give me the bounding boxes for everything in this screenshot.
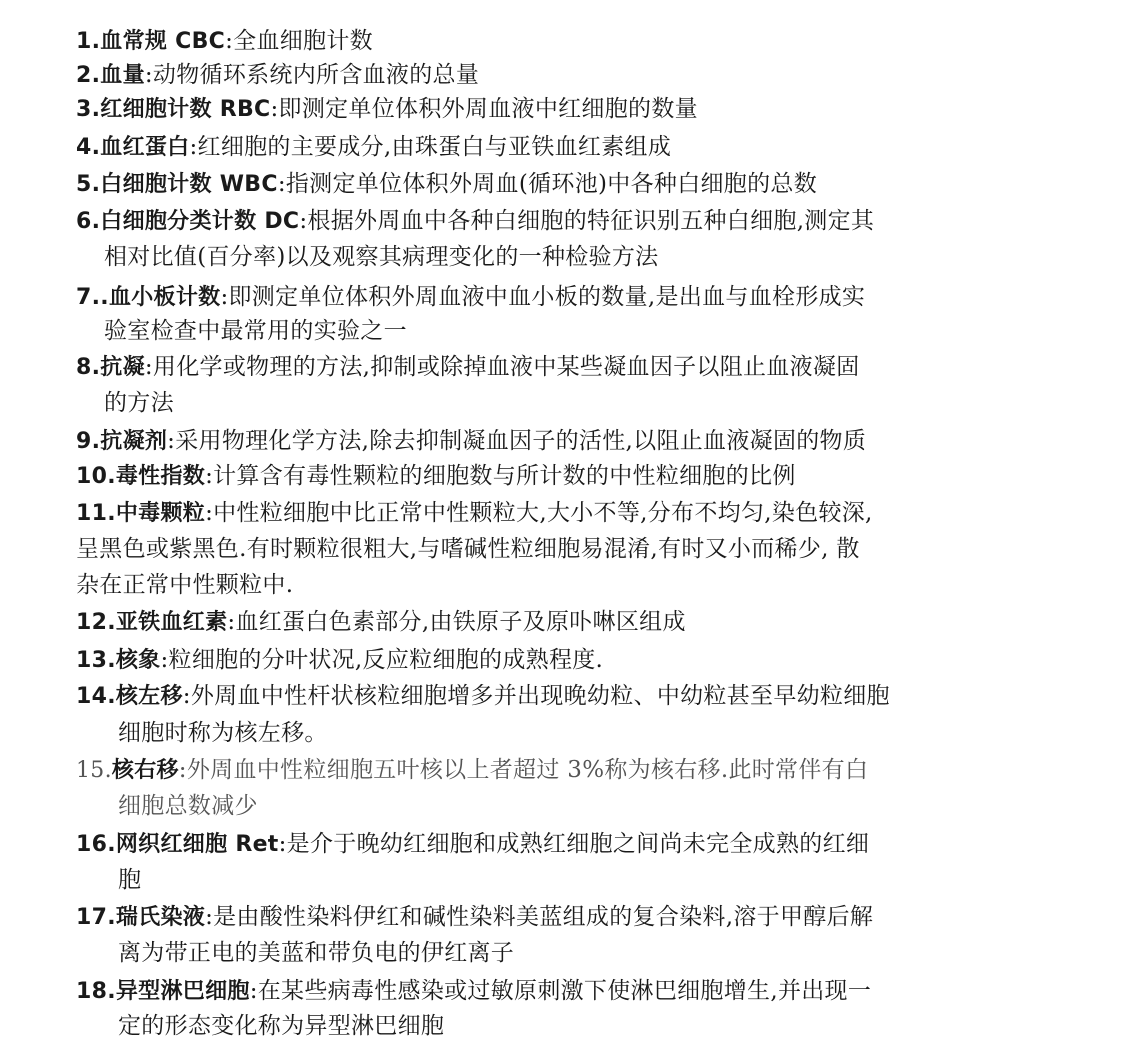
entry-number: 8. [76,355,101,380]
entry-definition: :采用物理化学方法,除去抑制凝血因子的活性,以阻止血液凝固的物质 [167,428,867,454]
entry-number: 11. [76,501,116,526]
entry-definition: :血红蛋白色素部分,由铁原子及原卟啉区组成 [227,609,686,635]
entry-number: 13. [76,648,116,673]
entry-term: 核象 [115,648,161,673]
entry-16-continuation: 胞 [118,867,142,893]
entry-term: 瑞氏染液 [115,905,206,930]
entry-11-continuation-2: 杂在正常中性颗粒中. [76,572,294,598]
entry-14-continuation: 细胞时称为核左移。 [118,720,328,746]
entry-10 [76,459,796,494]
entry-term: 亚铁血红素 [115,610,228,635]
entry-9 [76,424,866,459]
entry-18 [76,974,871,1009]
entry-definition: :中性粒细胞中比正常中性颗粒大,大小不等,分布不均匀,染色较深, [205,500,873,526]
entry-term: 血红蛋白 [100,135,190,160]
entry-6-continuation: 相对比值(百分率)以及观察其病理变化的一种检验方法 [104,244,659,270]
entry-13 [76,643,603,678]
entry-definition: :外周血中性杆状核粒细胞增多并出现晚幼粒、中幼粒甚至早幼粒细胞 [182,683,890,709]
entry-term: 血小板计数 [108,285,221,310]
entry-term: 异型淋巴细胞 [115,979,250,1004]
entry-15-continuation: 细胞总数减少 [118,793,258,819]
entry-17-continuation: 离为带正电的美蓝和带负电的伊红离子 [118,940,515,966]
entry-definition: :是介于晚幼红细胞和成熟红细胞之间尚未完全成熟的红细 [278,831,870,857]
entry-number: 17. [76,905,116,930]
entry-5 [76,167,817,202]
entry-1 [76,24,373,59]
entry-11-continuation-1: 呈黑色或紫黑色.有时颗粒很粗大,与嗜碱性粒细胞易混淆,有时又小而稀少, 散 [76,536,860,562]
entry-number: 2. [76,63,101,88]
entry-number: 3. [76,97,101,122]
entry-number: 10. [76,464,116,489]
entry-number: 15. [76,758,112,783]
entry-definition: :在某些病毒性感染或过敏原刺激下使淋巴细胞增生,并出现一 [249,978,872,1004]
entry-term: 网织红细胞 Ret [115,832,279,857]
entry-16 [76,827,869,862]
entry-definition: :是由酸性染料伊红和碱性染料美蓝组成的复合染料,溶于甲醇后解 [205,904,874,930]
entry-17 [76,900,873,935]
entry-number: 7.. [76,285,109,310]
entry-definition: :红细胞的主要成分,由珠蛋白与亚铁血红素组成 [189,134,672,160]
entry-15 [76,753,868,788]
entry-number: 14. [76,684,116,709]
entry-number: 5. [76,172,101,197]
entry-term: 抗凝 [100,355,145,380]
entry-term: 毒性指数 [115,464,206,489]
entry-7 [76,280,865,315]
entry-number: 18. [76,979,116,1004]
entry-11 [76,496,873,531]
entry-definition: :动物循环系统内所含血液的总量 [144,62,480,88]
entry-number: 6. [76,209,101,234]
entry-definition: :即测定单位体积外周血液中红细胞的数量 [270,96,698,122]
entry-term: 核右移 [111,758,179,783]
entry-definition: :全血细胞计数 [225,28,373,54]
entry-2 [76,58,479,93]
entry-definition: :外周血中性粒细胞五叶核以上者超过 3%称为核右移.此时常伴有白 [178,757,869,783]
entry-term: 中毒颗粒 [115,501,206,526]
entry-term: 红细胞计数 RBC [100,97,271,122]
entry-7-continuation: 验室检查中最常用的实验之一 [104,318,407,344]
entry-number: 1. [76,29,101,54]
entry-8-continuation: 的方法 [104,390,174,416]
entry-8 [76,350,860,385]
entry-6 [76,204,874,239]
entry-definition: :指测定单位体积外周血(循环池)中各种白细胞的总数 [277,171,818,197]
entry-definition: :即测定单位体积外周血液中血小板的数量,是出血与血栓形成实 [220,284,866,310]
entry-4 [76,130,671,165]
entry-definition: :计算含有毒性颗粒的细胞数与所计数的中性粒细胞的比例 [205,463,796,489]
entry-term: 血常规 CBC [100,29,226,54]
entry-number: 16. [76,832,116,857]
entry-definition: :根据外周血中各种白细胞的特征识别五种白细胞,测定其 [299,208,875,234]
entry-term: 白细胞分类计数 DC [100,209,300,234]
entry-number: 4. [76,135,101,160]
entry-number: 9. [76,429,101,454]
entry-term: 核左移 [115,684,183,709]
entry-14 [76,679,890,714]
entry-term: 抗凝剂 [100,429,168,454]
entry-term: 白细胞计数 WBC [100,172,278,197]
entry-3 [76,92,698,127]
entry-12 [76,605,686,640]
entry-definition: :粒细胞的分叶状况,反应粒细胞的成熟程度. [160,647,604,673]
entry-number: 12. [76,610,116,635]
entry-18-continuation: 定的形态变化称为异型淋巴细胞 [118,1013,445,1039]
entry-term: 血量 [100,63,145,88]
entry-definition: :用化学或物理的方法,抑制或除掉血液中某些凝血因子以阻止血液凝固 [144,354,860,380]
